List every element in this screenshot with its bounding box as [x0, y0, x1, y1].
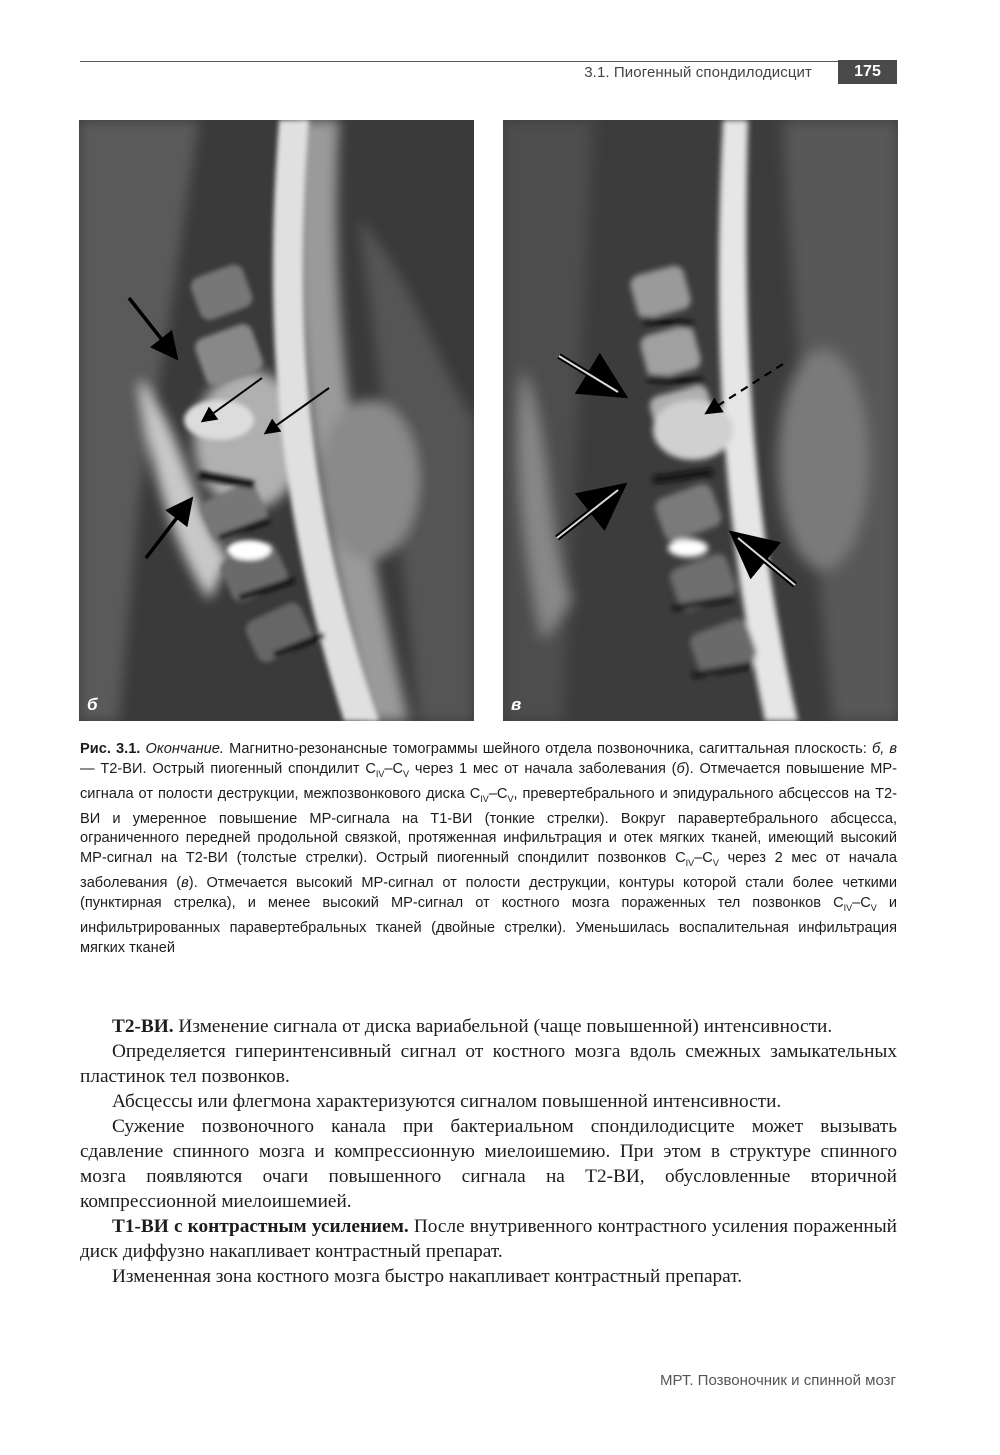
caption-text: –C: [852, 895, 871, 912]
caption-sub: IV: [480, 793, 489, 804]
caption-sub: V: [870, 902, 877, 913]
caption-sub: V: [403, 768, 410, 779]
caption-text: через 2 мес от начала заболевания (: [80, 850, 897, 892]
running-head: 3.1. Пиогенный спондилодисцит: [584, 64, 812, 81]
caption-text: Магнитно-резонансные томограммы шейного отдела позвоночника, сагиттальная плоскость:: [223, 741, 872, 757]
figure-caption: [80, 740, 897, 959]
caption-text: в: [181, 875, 189, 892]
caption-text: , превертебрального и эпидурального абсцессов на T2-ВИ и умеренное повышение МР-сигнала на T1-ВИ (тонкие стрелки). Вокруг паравертебрального абсцесса, ограниченного передней продольной связкой, протяженная инфильтрация и отек мягких тканей, имеющий высокий МР-сигнал на T2-ВИ (толстые стрелки). Острый пиогенный спондилит позвонков C: [80, 785, 897, 867]
caption-text: и инфильтрированных паравертебральных тканей (двойные стрелки). Уменьшилась воспалительная инфильтрация мягких тканей: [80, 895, 897, 956]
caption-sub: IV: [375, 768, 385, 779]
caption-text: –C: [384, 760, 404, 777]
page-number: 175: [838, 60, 897, 84]
caption-text: –C: [694, 850, 713, 867]
mri-image-v: [503, 120, 898, 721]
paragraph: Определяется гиперинтенсивный сигнал от костного мозга вдоль смежных замыкательных пластинок тел позвонков.: [80, 1041, 897, 1087]
term-t1-contrast: T1-ВИ с контрастным усилением.: [112, 1216, 409, 1237]
mri-scan-b: [79, 120, 474, 721]
caption-sub: V: [507, 793, 514, 804]
paragraph-text: После внутривенного контрастного усиления пораженный диск диффузно накапливает контрастный препарат.: [80, 1216, 897, 1262]
paragraph: Измененная зона костного мозга быстро накапливает контрастный препарат.: [112, 1266, 743, 1287]
caption-text: б, в: [871, 741, 898, 757]
paragraph-text: Изменение сигнала от диска вариабельной (чаще повышенной) интенсивности.: [173, 1016, 833, 1037]
caption-sub: V: [712, 858, 719, 869]
panel-label-v: в: [511, 695, 522, 714]
term-t2: T2-ВИ.: [112, 1016, 174, 1037]
paragraph: [80, 1214, 897, 1264]
caption-label: Рис. 3.1.: [80, 741, 141, 757]
paragraph: Сужение позвоночного канала при бактериальном спондилодисците может вызывать сдавление спинного мозга и компрессионную миелоишемию. При этом в структуре спинного мозга появляются очаги повышенного сигнала на T2-ВИ, обусловленные вторичной компрессионной миелоишемией.: [80, 1116, 897, 1212]
caption-text: ). Отмечается высокий МР-сигнал от полости деструкции, контуры которой стали более четкими (пунктирная стрелка), и менее высокий МР-сигнал от костного мозга пораженных тел позвонков C: [80, 875, 897, 912]
caption-text: через 1 мес от начала заболевания (: [409, 760, 677, 777]
mri-image-b: [79, 120, 474, 721]
footer: МРТ. Позвоночник и спинной мозг: [660, 1372, 896, 1389]
paragraph: [80, 1014, 897, 1039]
caption-lead: Окончание.: [145, 741, 224, 757]
caption-sub: IV: [843, 902, 853, 913]
caption-text: — T2-ВИ. Острый пиогенный спондилит C: [80, 760, 376, 777]
caption-text: –C: [488, 785, 508, 802]
caption-sub: IV: [685, 858, 695, 869]
mri-scan-v: [503, 120, 898, 721]
caption-text: б: [676, 760, 685, 777]
body-text: [80, 1014, 897, 1289]
panel-label-b: б: [87, 695, 98, 714]
paragraph: Абсцессы или флегмона характеризуются сигналом повышенной интенсивности.: [112, 1091, 782, 1112]
caption-text: ). Отмечается повышение МР-сигнала от полости деструкции, межпозвонкового диска C: [80, 760, 897, 802]
header-rule: [80, 61, 897, 62]
